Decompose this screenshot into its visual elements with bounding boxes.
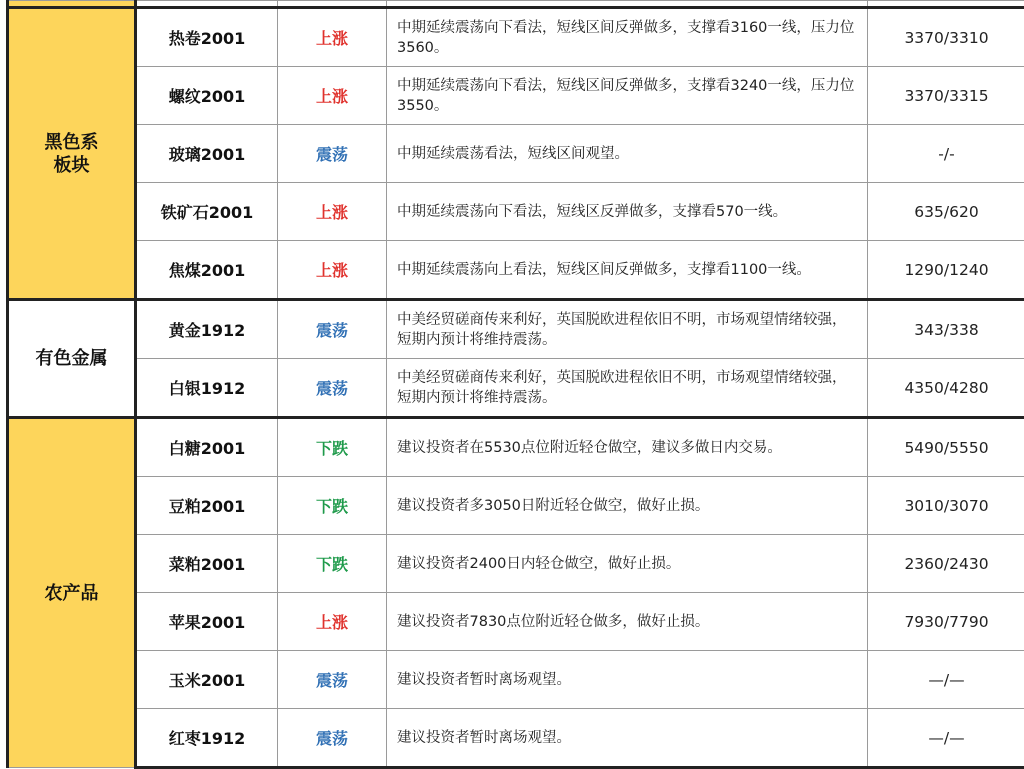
continuation-cell — [387, 1, 868, 8]
category-cell — [8, 418, 136, 768]
table-row — [8, 477, 1024, 535]
continuation-category-cell — [8, 1, 136, 8]
analysis-cell: 中期延续震荡向下看法，短线区间反弹做多，支撑看3160一线，压力位3560。 — [387, 8, 868, 67]
table-row — [8, 183, 1024, 241]
table-top-continuation-row — [8, 1, 1024, 8]
table-row — [8, 8, 1024, 67]
analysis-cell: 中期延续震荡向上看法，短线区间反弹做多，支撑看1100一线。 — [387, 241, 868, 300]
futures-strategy-table-sheet — [6, 0, 1024, 769]
price-cell: 5490/5550 — [868, 418, 1024, 477]
price-cell: 4350/4280 — [868, 359, 1024, 418]
analysis-cell: 中期延续震荡向下看法，短线区反弹做多，支撑看570一线。 — [387, 183, 868, 241]
contract-name-cell: 焦煤2001 — [136, 241, 278, 300]
price-cell: —/— — [868, 651, 1024, 709]
category-cell — [8, 300, 136, 418]
price-cell: 1290/1240 — [868, 241, 1024, 300]
trend-cell: 震荡 — [278, 709, 387, 768]
trend-cell: 下跌 — [278, 418, 387, 477]
price-cell: —/— — [868, 709, 1024, 768]
trend-cell: 下跌 — [278, 477, 387, 535]
contract-name-cell: 菜粕2001 — [136, 535, 278, 593]
trend-cell: 震荡 — [278, 125, 387, 183]
contract-name-cell: 热卷2001 — [136, 8, 278, 67]
price-cell: 7930/7790 — [868, 593, 1024, 651]
table-row — [8, 709, 1024, 768]
contract-name-cell: 苹果2001 — [136, 593, 278, 651]
analysis-cell: 中期延续震荡向下看法，短线区间反弹做多，支撑看3240一线，压力位3550。 — [387, 67, 868, 125]
futures-strategy-table — [6, 0, 1024, 769]
price-cell: 2360/2430 — [868, 535, 1024, 593]
contract-name-cell: 螺纹2001 — [136, 67, 278, 125]
trend-cell: 上涨 — [278, 241, 387, 300]
price-cell: 3010/3070 — [868, 477, 1024, 535]
contract-name-cell: 红枣1912 — [136, 709, 278, 768]
category-cell — [8, 8, 136, 300]
analysis-cell: 中美经贸磋商传来利好，英国脱欧进程依旧不明，市场观望情绪较强，短期内预计将维持震荡。 — [387, 359, 868, 418]
continuation-cell — [136, 1, 278, 8]
table-row — [8, 241, 1024, 300]
trend-cell: 震荡 — [278, 300, 387, 359]
trend-cell: 下跌 — [278, 535, 387, 593]
table-row — [8, 67, 1024, 125]
analysis-cell: 建议投资者2400日内轻仓做空，做好止损。 — [387, 535, 868, 593]
contract-name-cell: 豆粕2001 — [136, 477, 278, 535]
table-row — [8, 125, 1024, 183]
table-row — [8, 535, 1024, 593]
trend-cell: 震荡 — [278, 651, 387, 709]
contract-name-cell: 铁矿石2001 — [136, 183, 278, 241]
contract-name-cell: 玉米2001 — [136, 651, 278, 709]
trend-cell: 上涨 — [278, 67, 387, 125]
table-row — [8, 359, 1024, 418]
price-cell: 343/338 — [868, 300, 1024, 359]
price-cell: 3370/3310 — [868, 8, 1024, 67]
continuation-cell — [868, 1, 1024, 8]
analysis-cell: 建议投资者在5530点位附近轻仓做空，建议多做日内交易。 — [387, 418, 868, 477]
contract-name-cell: 黄金1912 — [136, 300, 278, 359]
analysis-cell: 中美经贸磋商传来利好，英国脱欧进程依旧不明，市场观望情绪较强，短期内预计将维持震荡。 — [387, 300, 868, 359]
contract-name-cell: 白糖2001 — [136, 418, 278, 477]
table-row — [8, 418, 1024, 477]
continuation-cell — [278, 1, 387, 8]
analysis-cell: 中期延续震荡看法，短线区间观望。 — [387, 125, 868, 183]
price-cell: 3370/3315 — [868, 67, 1024, 125]
trend-cell: 上涨 — [278, 593, 387, 651]
analysis-cell: 建议投资者多3050日附近轻仓做空，做好止损。 — [387, 477, 868, 535]
contract-name-cell: 玻璃2001 — [136, 125, 278, 183]
category-label: 黑色系 板块 — [44, 131, 99, 176]
table-row — [8, 651, 1024, 709]
analysis-cell: 建议投资者7830点位附近轻仓做多，做好止损。 — [387, 593, 868, 651]
price-cell: -/- — [868, 125, 1024, 183]
trend-cell: 上涨 — [278, 183, 387, 241]
analysis-cell: 建议投资者暂时离场观望。 — [387, 709, 868, 768]
category-label: 有色金属 — [35, 348, 108, 369]
price-cell: 635/620 — [868, 183, 1024, 241]
trend-cell: 震荡 — [278, 359, 387, 418]
table-row — [8, 593, 1024, 651]
table-body — [8, 1, 1024, 768]
table-row — [8, 300, 1024, 359]
contract-name-cell: 白银1912 — [136, 359, 278, 418]
analysis-cell: 建议投资者暂时离场观望。 — [387, 651, 868, 709]
category-label: 农产品 — [44, 582, 99, 604]
trend-cell: 上涨 — [278, 8, 387, 67]
